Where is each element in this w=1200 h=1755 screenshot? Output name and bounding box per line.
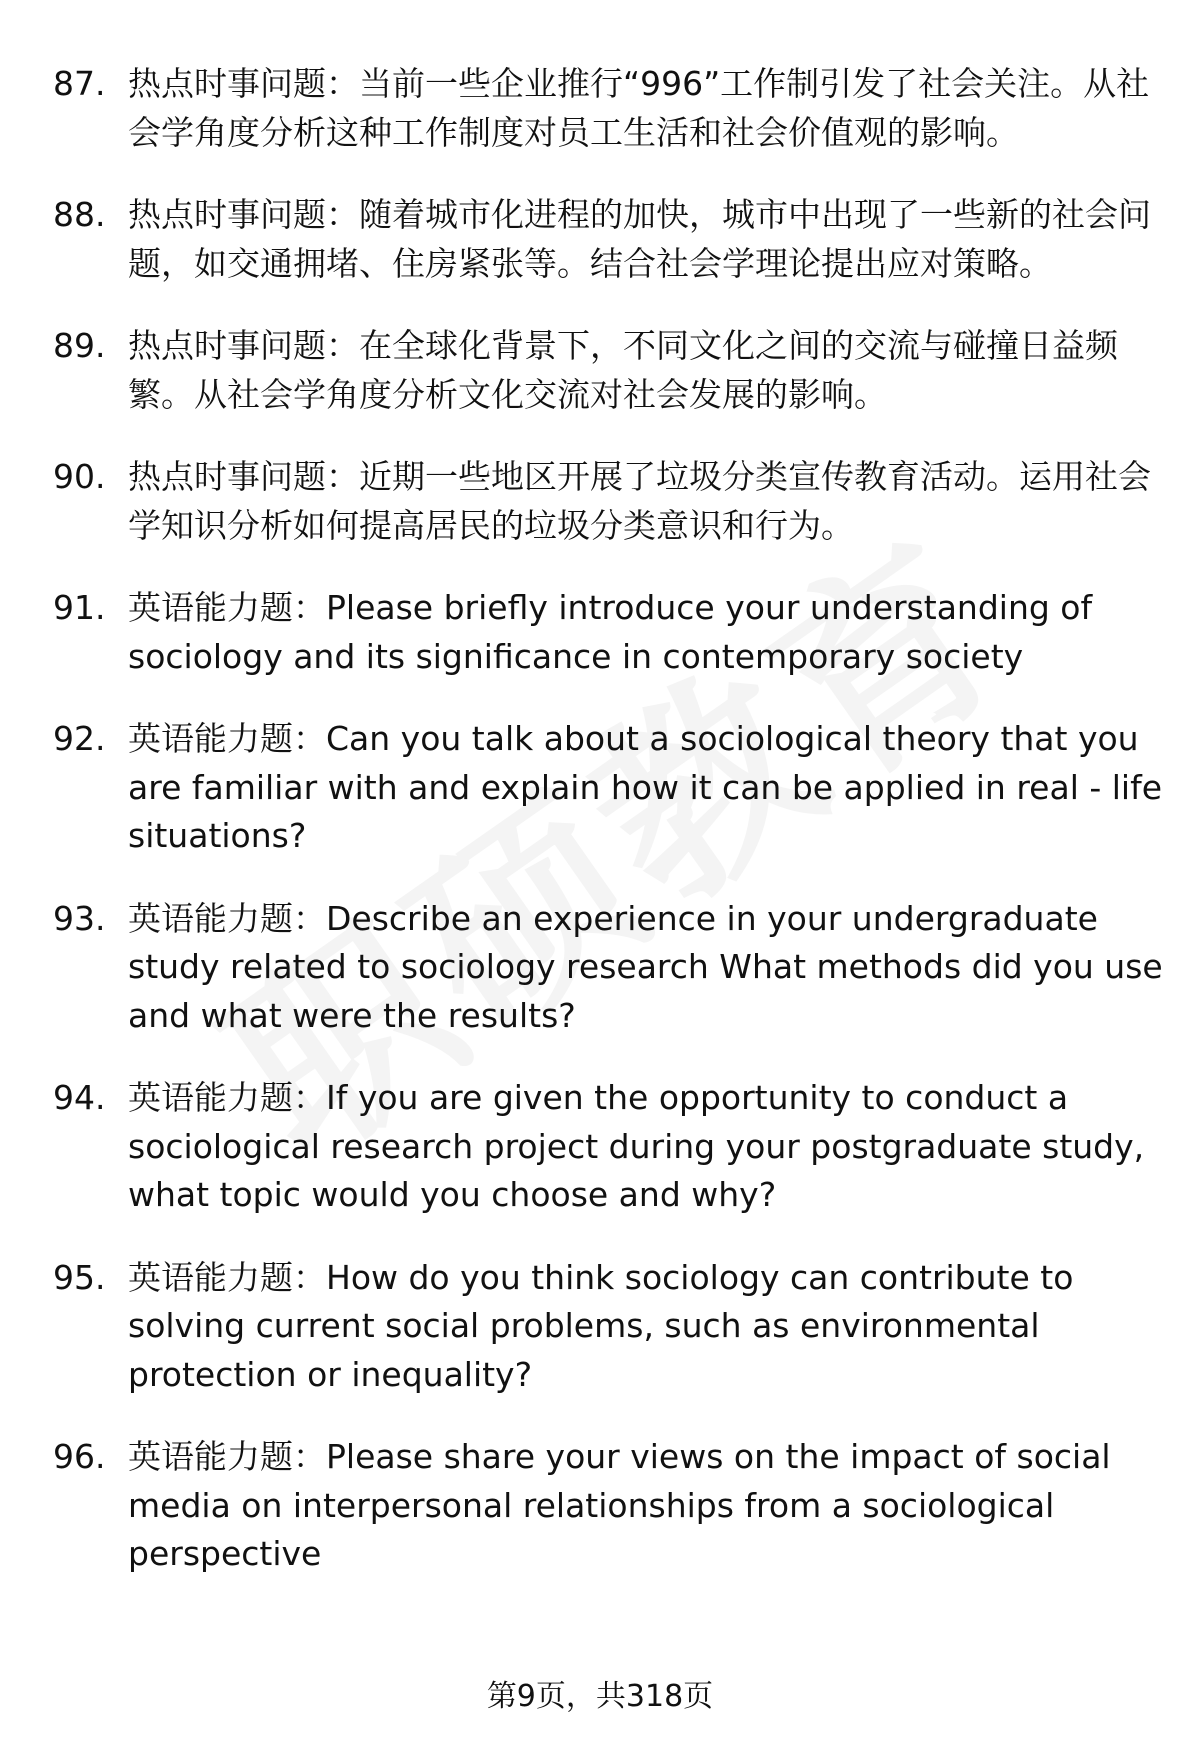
question-item	[53, 453, 1163, 550]
question-text: Describe an experience in your undergraduate study related to sociology research What methods did you use and what were the results?	[128, 898, 1163, 1035]
question-text: Can you talk about a sociological theory that you are familiar with and explain how it can be applied in real - life situations?	[128, 719, 1163, 855]
question-text: 在全球化背景下，不同文化之间的交流与碰撞日益频繁。从社会学角度分析文化交流对社会发展的影响。	[128, 326, 1118, 414]
question-text: 当前一些企业推行“996”工作制引发了社会关注。从社会学角度分析这种工作制度对员工生活和社会价值观的影响。	[128, 64, 1150, 152]
question-text: Please briefly introduce your understanding of sociology and its significance in contemporary society	[128, 588, 1093, 676]
question-number: 89.	[53, 326, 106, 365]
question-item	[53, 1074, 1163, 1220]
question-text: If you are given the opportunity to conduct a sociological research project during your postgraduate study, what topic would you choose and why?	[128, 1078, 1145, 1214]
question-number: 91.	[53, 588, 106, 627]
document-page	[53, 60, 1163, 1613]
question-item	[53, 715, 1163, 861]
question-number: 92.	[53, 719, 106, 758]
question-item	[53, 1254, 1163, 1400]
question-type: 热点时事问题：	[128, 326, 359, 365]
page-footer	[0, 1677, 1200, 1717]
question-item	[53, 895, 1163, 1041]
question-number: 87.	[53, 64, 106, 103]
question-number: 94.	[53, 1078, 106, 1117]
question-number: 88.	[53, 195, 106, 234]
question-type: 英语能力题：	[128, 588, 326, 627]
question-type: 英语能力题：	[128, 1437, 326, 1476]
question-item	[53, 1433, 1163, 1579]
question-type: 热点时事问题：	[128, 457, 359, 496]
question-item	[53, 191, 1163, 288]
question-number: 95.	[53, 1257, 106, 1297]
question-item	[53, 322, 1163, 419]
question-type: 英语能力题：	[128, 898, 326, 938]
question-text: 随着城市化进程的加快，城市中出现了一些新的社会问题，如交通拥堵、住房紧张等。结合社会学理论提出应对策略。	[128, 195, 1151, 283]
question-type: 热点时事问题：	[128, 64, 359, 103]
question-item	[53, 584, 1163, 681]
page-number-label: 第9页，共318页	[486, 1679, 714, 1714]
question-number: 90.	[53, 457, 106, 496]
question-type: 英语能力题：	[128, 1078, 326, 1117]
question-item	[53, 60, 1163, 157]
question-number: 96.	[53, 1437, 106, 1476]
question-type: 英语能力题：	[128, 719, 326, 758]
question-type: 英语能力题：	[128, 1257, 326, 1297]
question-number: 93.	[53, 898, 106, 938]
question-text: How do you think sociology can contribute to solving current social problems, such as environmental protection or inequality?	[128, 1257, 1074, 1394]
question-type: 热点时事问题：	[128, 195, 359, 234]
question-text: 近期一些地区开展了垃圾分类宣传教育活动。运用社会学知识分析如何提高居民的垃圾分类意识和行为。	[128, 457, 1151, 545]
question-text: Please share your views on the impact of social media on interpersonal relationships from a sociological perspective	[128, 1437, 1111, 1573]
